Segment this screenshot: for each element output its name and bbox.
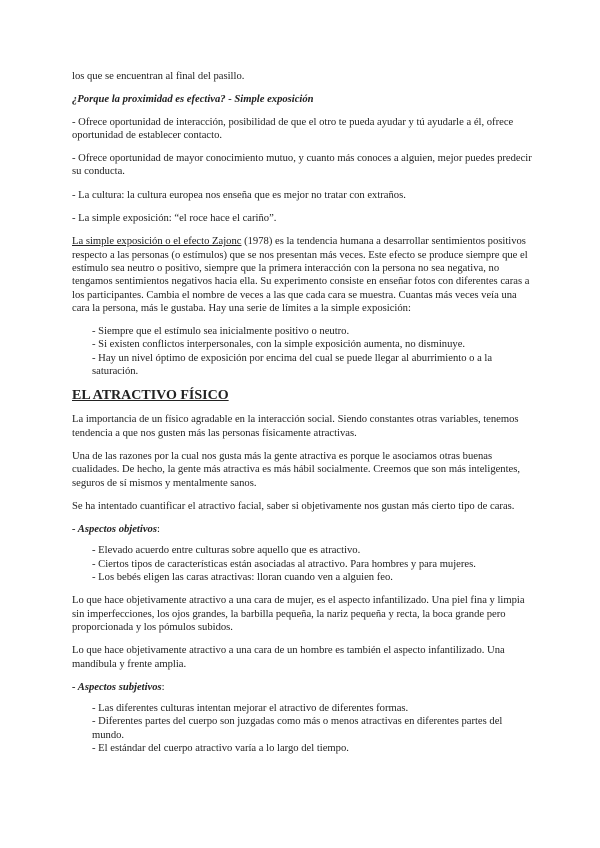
zajonc-underlined-term: La simple exposición o el efecto Zajonc bbox=[72, 236, 242, 248]
objective-list bbox=[92, 544, 532, 584]
subheading-suffix: : bbox=[156, 524, 160, 536]
paragraph-4: - La simple exposición: “el roce hace el cariño”. bbox=[72, 213, 277, 225]
zajonc-text: (1978) es la tendencia humana a desarrollar sentimientos positivos respecto a las personas (o estímulos) que se nos presentan más veces. Este efecto se produce siempre que el estímulo sea neutro o positivo, siempre que la primera interacción con la persona no sea negativa, no tengamos sentimientos negativos hacia ella. Su experimento consiste en enseñar fotos con diferentes caras a los participantes. Cambia el nombre de veces a las que cada cara se muestra. Cuantas más veces veía una cara la persona, más le gustaba. Hay una serie de límites a la simple exposición: bbox=[72, 236, 530, 314]
paragraph-7: Una de las razones por la cual nos gusta más la gente atractiva es porque le asociamos otras buenas cualidades. De hecho, la gente más atractiva es más hábil socialmente. Creemos que son más inteligentes, seguros de sí mismos y mentalmente sanos. bbox=[72, 450, 521, 489]
list-item: - El estándar del cuerpo atractivo varía a lo largo del tiempo. bbox=[92, 742, 349, 754]
subheading-prefix: - bbox=[72, 524, 78, 536]
subjective-list bbox=[92, 702, 532, 755]
document-page bbox=[72, 70, 532, 765]
paragraph-1: - Ofrece oportunidad de interacción, posibilidad de que el otro te pueda ayudar y tú ayudarle a él, ofrece oportunidad de establecer contacto. bbox=[72, 116, 514, 141]
paragraph-zajonc bbox=[72, 235, 532, 315]
subheading-label: Aspectos objetivos bbox=[77, 524, 157, 536]
limits-list bbox=[92, 325, 532, 378]
subheading-label: Aspectos subjetivos bbox=[77, 681, 162, 693]
list-item: - Las diferentes culturas intentan mejorar el atractivo de diferentes formas. bbox=[92, 703, 409, 715]
paragraph-9: Lo que hace objetivamente atractivo a una cara de mujer, es el aspecto infantilizado. Una piel fina y limpia sin imperfecciones, los ojos grandes, la barbilla pequeña, la nariz pequeña y recta, la boca grande pero proporcionada y los pómulos subidos. bbox=[72, 595, 525, 633]
list-item: - Los bebés eligen las caras atractivas: lloran cuando ven a alguien feo. bbox=[92, 572, 393, 584]
paragraph-8: Se ha intentado cuantificar el atractivo facial, saber si objetivamente nos gustan más cierto tipo de caras. bbox=[72, 500, 515, 512]
subheading-subjective bbox=[72, 681, 532, 694]
section-title: EL ATRACTIVO FÍSICO bbox=[72, 388, 229, 404]
subheading-objective bbox=[72, 523, 532, 536]
paragraph-3: - La cultura: la cultura europea nos enseña que es mejor no tratar con extraños. bbox=[72, 189, 406, 201]
subheading-suffix: : bbox=[161, 681, 165, 693]
list-item: - Siempre que el estímulo sea inicialmente positivo o neutro. bbox=[92, 326, 350, 338]
paragraph-intro: los que se encuentran al final del pasillo. bbox=[72, 71, 245, 82]
paragraph-6: La importancia de un físico agradable en la interacción social. Siendo constantes otras variables, tenemos tendencia a que nos gusten más las personas físicamente atractivas. bbox=[72, 414, 519, 439]
subheading-prefix: - bbox=[72, 681, 78, 693]
list-item: - Elevado acuerdo entre culturas sobre aquello que es atractivo. bbox=[92, 545, 361, 557]
list-item: - Si existen conflictos interpersonales, con la simple exposición aumenta, no disminuye. bbox=[92, 339, 466, 351]
question-heading: ¿Porque la proximidad es efectiva? - Simple exposición bbox=[72, 94, 314, 106]
list-item: - Diferentes partes del cuerpo son juzgadas como más o menos atractivas en diferentes partes del mundo. bbox=[92, 716, 503, 741]
list-item: - Ciertos tipos de características están asociadas al atractivo. Para hombres y para mujeres. bbox=[92, 558, 476, 570]
paragraph-10: Lo que hace objetivamente atractivo a una cara de un hombre es también el aspecto infantilizado. Una mandíbula y frente amplia. bbox=[72, 645, 505, 670]
list-item: - Hay un nivel óptimo de exposición por encima del cual se puede llegar al aburrimiento o a la saturación. bbox=[92, 352, 493, 378]
paragraph-2: - Ofrece oportunidad de mayor conocimiento mutuo, y cuanto más conoces a alguien, mejor puedes predecir su conducta. bbox=[72, 153, 532, 178]
